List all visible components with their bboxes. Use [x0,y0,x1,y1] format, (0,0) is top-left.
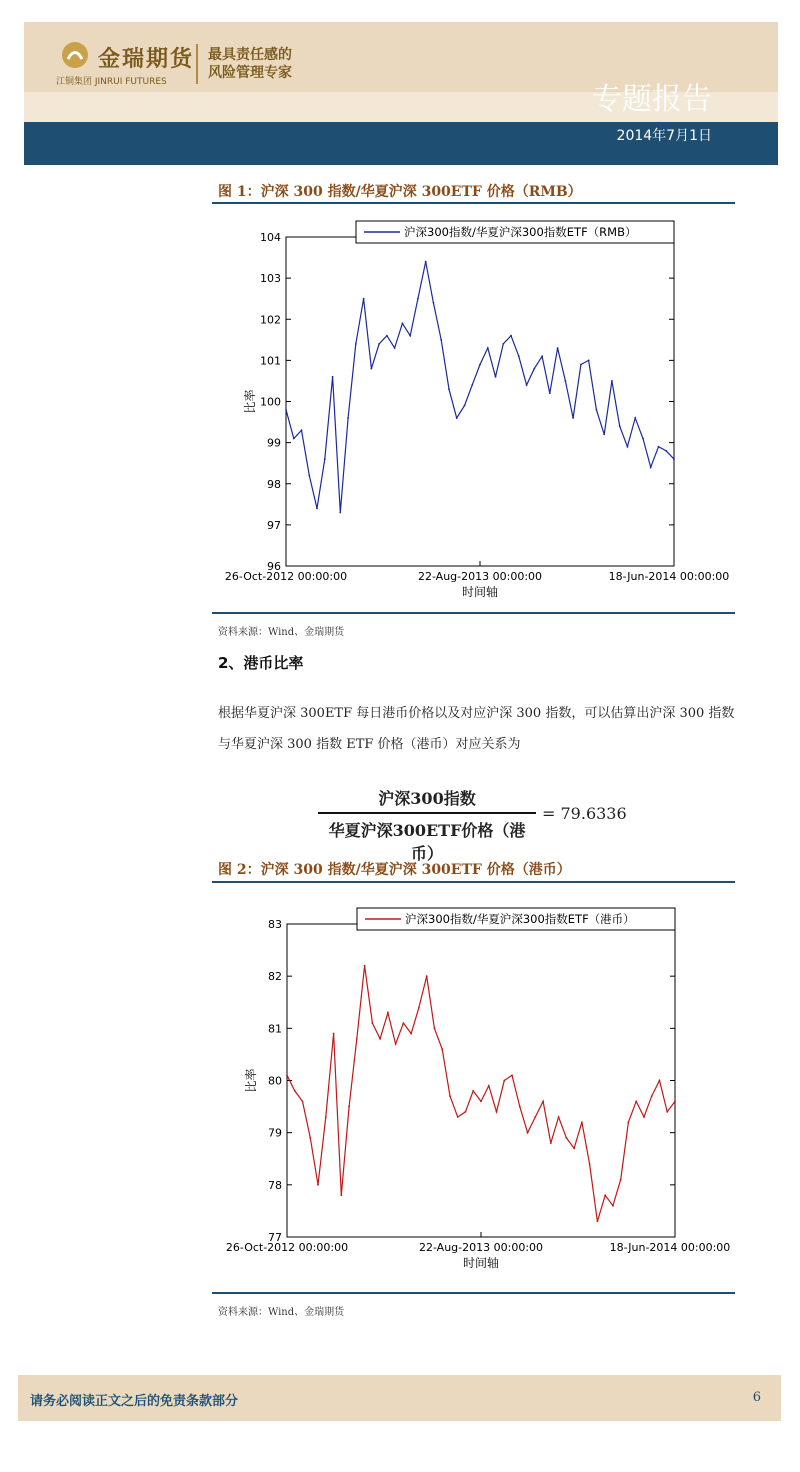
fig2-xlabel: 时间轴 [462,1256,500,1270]
fig1-ytick-label: 99 [267,436,281,450]
formula-denominator: 华夏沪深300ETF价格（港币） [328,821,526,863]
fig2-data-point [589,1163,591,1165]
fig2-data-point [573,1147,575,1149]
fig2-data-point [488,1085,490,1087]
fig2-data-point [418,1007,420,1009]
figure-1-source: 资料来源：Wind、金瑞期货 [218,627,345,638]
disclaimer-notice: 请务必阅读正文之后的免责条款部分 [30,1394,239,1409]
fig2-data-point [457,1116,459,1118]
fig2-data-point [527,1132,529,1134]
fig2-data-point [666,1111,668,1113]
page-number: 6 [752,1390,761,1405]
fig1-data-point [541,355,543,357]
report-date: 2014年7月1日 [616,128,712,144]
fig1-data-point [370,368,372,370]
fig2-data-point [364,965,366,967]
fig2-data-point [480,1100,482,1102]
fig2-xtick-label: 26-Oct-2012 00:00:00 [225,1241,349,1254]
fig2-data-point [558,1116,560,1118]
formula-numerator: 沪深300指数 [378,789,476,808]
fig2-data-point [325,1116,327,1118]
fig2-data-point [542,1100,544,1102]
fig1-data-point [355,343,357,345]
fig2-data-point [441,1048,443,1050]
brand-name: 金瑞期货 [98,47,195,72]
fig2-data-point [371,1022,373,1024]
figure-1-top-rule [212,202,735,204]
fig1-legend-label: 沪深300指数/华夏沪深300指数ETF（RMB） [404,225,637,239]
fig2-data-point [449,1095,451,1097]
fig1-data-point [588,359,590,361]
fig2-plot-frame [287,924,675,1237]
fig1-ylabel: 比率 [243,389,257,414]
figure-2-top-rule [212,881,735,883]
fig2-data-point [604,1194,606,1196]
fig2-ytick-label: 79 [268,1126,282,1140]
page-header [24,22,778,165]
page-footer [18,1375,781,1421]
figure-1-chart [212,206,742,608]
fig2-ytick-label: 78 [268,1178,282,1192]
fig2-ytick-label: 80 [268,1074,282,1088]
section-paragraph: 根据华夏沪深 300ETF 每日港币价格以及对应沪深 300 指数，可以估算出沪深 300 指数与华夏沪深 300 指数 ETF 价格（港币）对应关系为 [218,706,735,752]
figure-2-source: 资料来源：Wind、金瑞期货 [218,1307,345,1318]
fig2-data-point [651,1095,653,1097]
figure-2-title: 图 2：沪深 300 指数/华夏沪深 300ETF 价格（港币） [218,862,571,878]
ratio-formula [318,784,678,863]
fig2-ylabel: 比率 [244,1068,258,1093]
fig2-data-point [534,1116,536,1118]
fig1-data-point [580,364,582,366]
fig2-xtick-label: 18-Jun-2014 00:00:00 [609,1241,731,1254]
fig1-data-point [301,429,303,431]
fig1-data-point [557,347,559,349]
fig1-data-point [363,298,365,300]
fig1-data-point [324,458,326,460]
fig1-data-point [347,417,349,419]
fig2-ytick-label: 81 [268,1022,282,1036]
company-logo-icon [60,40,90,70]
fig1-data-point [526,384,528,386]
fig1-data-point [433,302,435,304]
fig1-data-point [665,450,667,452]
figure-2-chart [212,892,742,1278]
fig1-data-point [564,380,566,382]
fig2-data-point [496,1111,498,1113]
fig1-data-point [332,376,334,378]
fig2-data-point [395,1043,397,1045]
fig1-ytick-label: 96 [267,560,281,573]
fig1-data-point [378,343,380,345]
fig1-data-point [316,508,318,510]
fig2-data-point [620,1179,622,1181]
fig2-data-point [643,1116,645,1118]
slogan-line-1: 最具责任感的 [208,47,292,63]
fig1-data-point [285,409,287,411]
fig2-data-point [294,1090,296,1092]
fig2-data-point [597,1220,599,1222]
fig1-xlabel: 时间轴 [461,585,499,599]
fig1-data-point [572,417,574,419]
fig2-data-point [503,1080,505,1082]
fig2-data-point [612,1205,614,1207]
fig1-ytick-label: 100 [260,395,281,409]
fig2-data-point [519,1106,521,1108]
fig1-ytick-label: 97 [267,518,281,532]
fig2-xtick-label: 22-Aug-2013 00:00:00 [418,1241,544,1254]
fig2-data-point [550,1142,552,1144]
fig1-xtick-label: 18-Jun-2014 00:00:00 [608,570,730,583]
brand-subtitle: 江铜集团 JINRUI FUTURES [56,77,167,87]
fig2-data-point [403,1022,405,1024]
fig1-data-point [495,376,497,378]
fig1-ytick-label: 102 [260,313,281,327]
fig1-data-point [549,392,551,394]
fig1-data-point [386,335,388,337]
fig1-ytick-label: 98 [267,477,281,491]
fig1-data-point [394,347,396,349]
section-heading: 2、港币比率 [218,654,304,672]
brand-slogan [208,46,292,82]
fig1-ytick-label: 101 [260,354,281,368]
fig2-data-point [511,1074,513,1076]
fig2-data-point [348,1106,350,1108]
fig1-data-point [308,475,310,477]
fig1-data-point [619,425,621,427]
fig1-data-point [402,322,404,324]
fig1-data-point [650,466,652,468]
fig2-data-point [426,975,428,977]
fig2-data-point [635,1100,637,1102]
header-divider [196,44,198,84]
fig1-data-point [339,512,341,514]
fig1-data-point [627,446,629,448]
fig2-data-point [356,1038,358,1040]
report-type: 专题报告 [592,82,712,117]
fig1-data-point [479,364,481,366]
fig1-data-point [673,458,675,460]
fig2-data-point [410,1033,412,1035]
fig2-legend-label: 沪深300指数/华夏沪深300指数ETF（港币） [405,912,635,926]
fig1-data-point [487,347,489,349]
figure-1-title: 图 1：沪深 300 指数/华夏沪深 300ETF 价格（RMB） [218,184,582,200]
fig2-data-point [659,1080,661,1082]
formula-fraction-bar [318,812,536,814]
fig2-data-point [387,1012,389,1014]
fig2-data-point [302,1100,304,1102]
fig2-data-point [317,1184,319,1186]
fig1-data-point [634,417,636,419]
formula-result: = 79.6336 [542,804,627,823]
fig1-data-point [456,417,458,419]
fig1-data-point [603,434,605,436]
fig1-data-point [448,388,450,390]
figure-2-bottom-rule [212,1292,735,1294]
fig1-data-point [464,405,466,407]
fig2-data-point [286,1074,288,1076]
fig1-ytick-label: 104 [260,231,281,244]
fig1-xtick-label: 22-Aug-2013 00:00:00 [417,570,543,583]
fig2-data-point [333,1033,335,1035]
fig1-data-point [596,409,598,411]
fig1-data-point [417,298,419,300]
figure-1-bottom-rule [212,612,735,614]
slogan-line-2: 风险管理专家 [208,65,292,81]
fig1-data-point [611,380,613,382]
fig2-ytick-label: 77 [268,1231,282,1244]
fig1-data-point [642,438,644,440]
fig1-data-point [425,261,427,263]
fig2-data-point [674,1100,676,1102]
fig1-data-point [658,446,660,448]
fig1-data-point [471,384,473,386]
fig2-ytick-label: 82 [268,970,282,984]
fig1-ytick-label: 103 [260,272,281,286]
fig2-data-point [379,1038,381,1040]
fig1-data-point [518,355,520,357]
fig1-xtick-label: 26-Oct-2012 00:00:00 [224,570,348,583]
fig2-data-point [581,1121,583,1123]
fig2-data-point [465,1111,467,1113]
fig2-data-point [472,1090,474,1092]
fig1-data-point [409,335,411,337]
fig2-data-point [565,1137,567,1139]
fig1-data-point [510,335,512,337]
fig1-data-point [502,343,504,345]
fig2-data-point [628,1121,630,1123]
fig1-data-point [440,339,442,341]
fig2-ytick-label: 83 [268,918,282,931]
fig1-data-point [533,368,535,370]
fig1-data-point [293,438,295,440]
fig2-data-point [434,1027,436,1029]
fig2-data-point [309,1137,311,1139]
fig2-data-point [340,1194,342,1196]
